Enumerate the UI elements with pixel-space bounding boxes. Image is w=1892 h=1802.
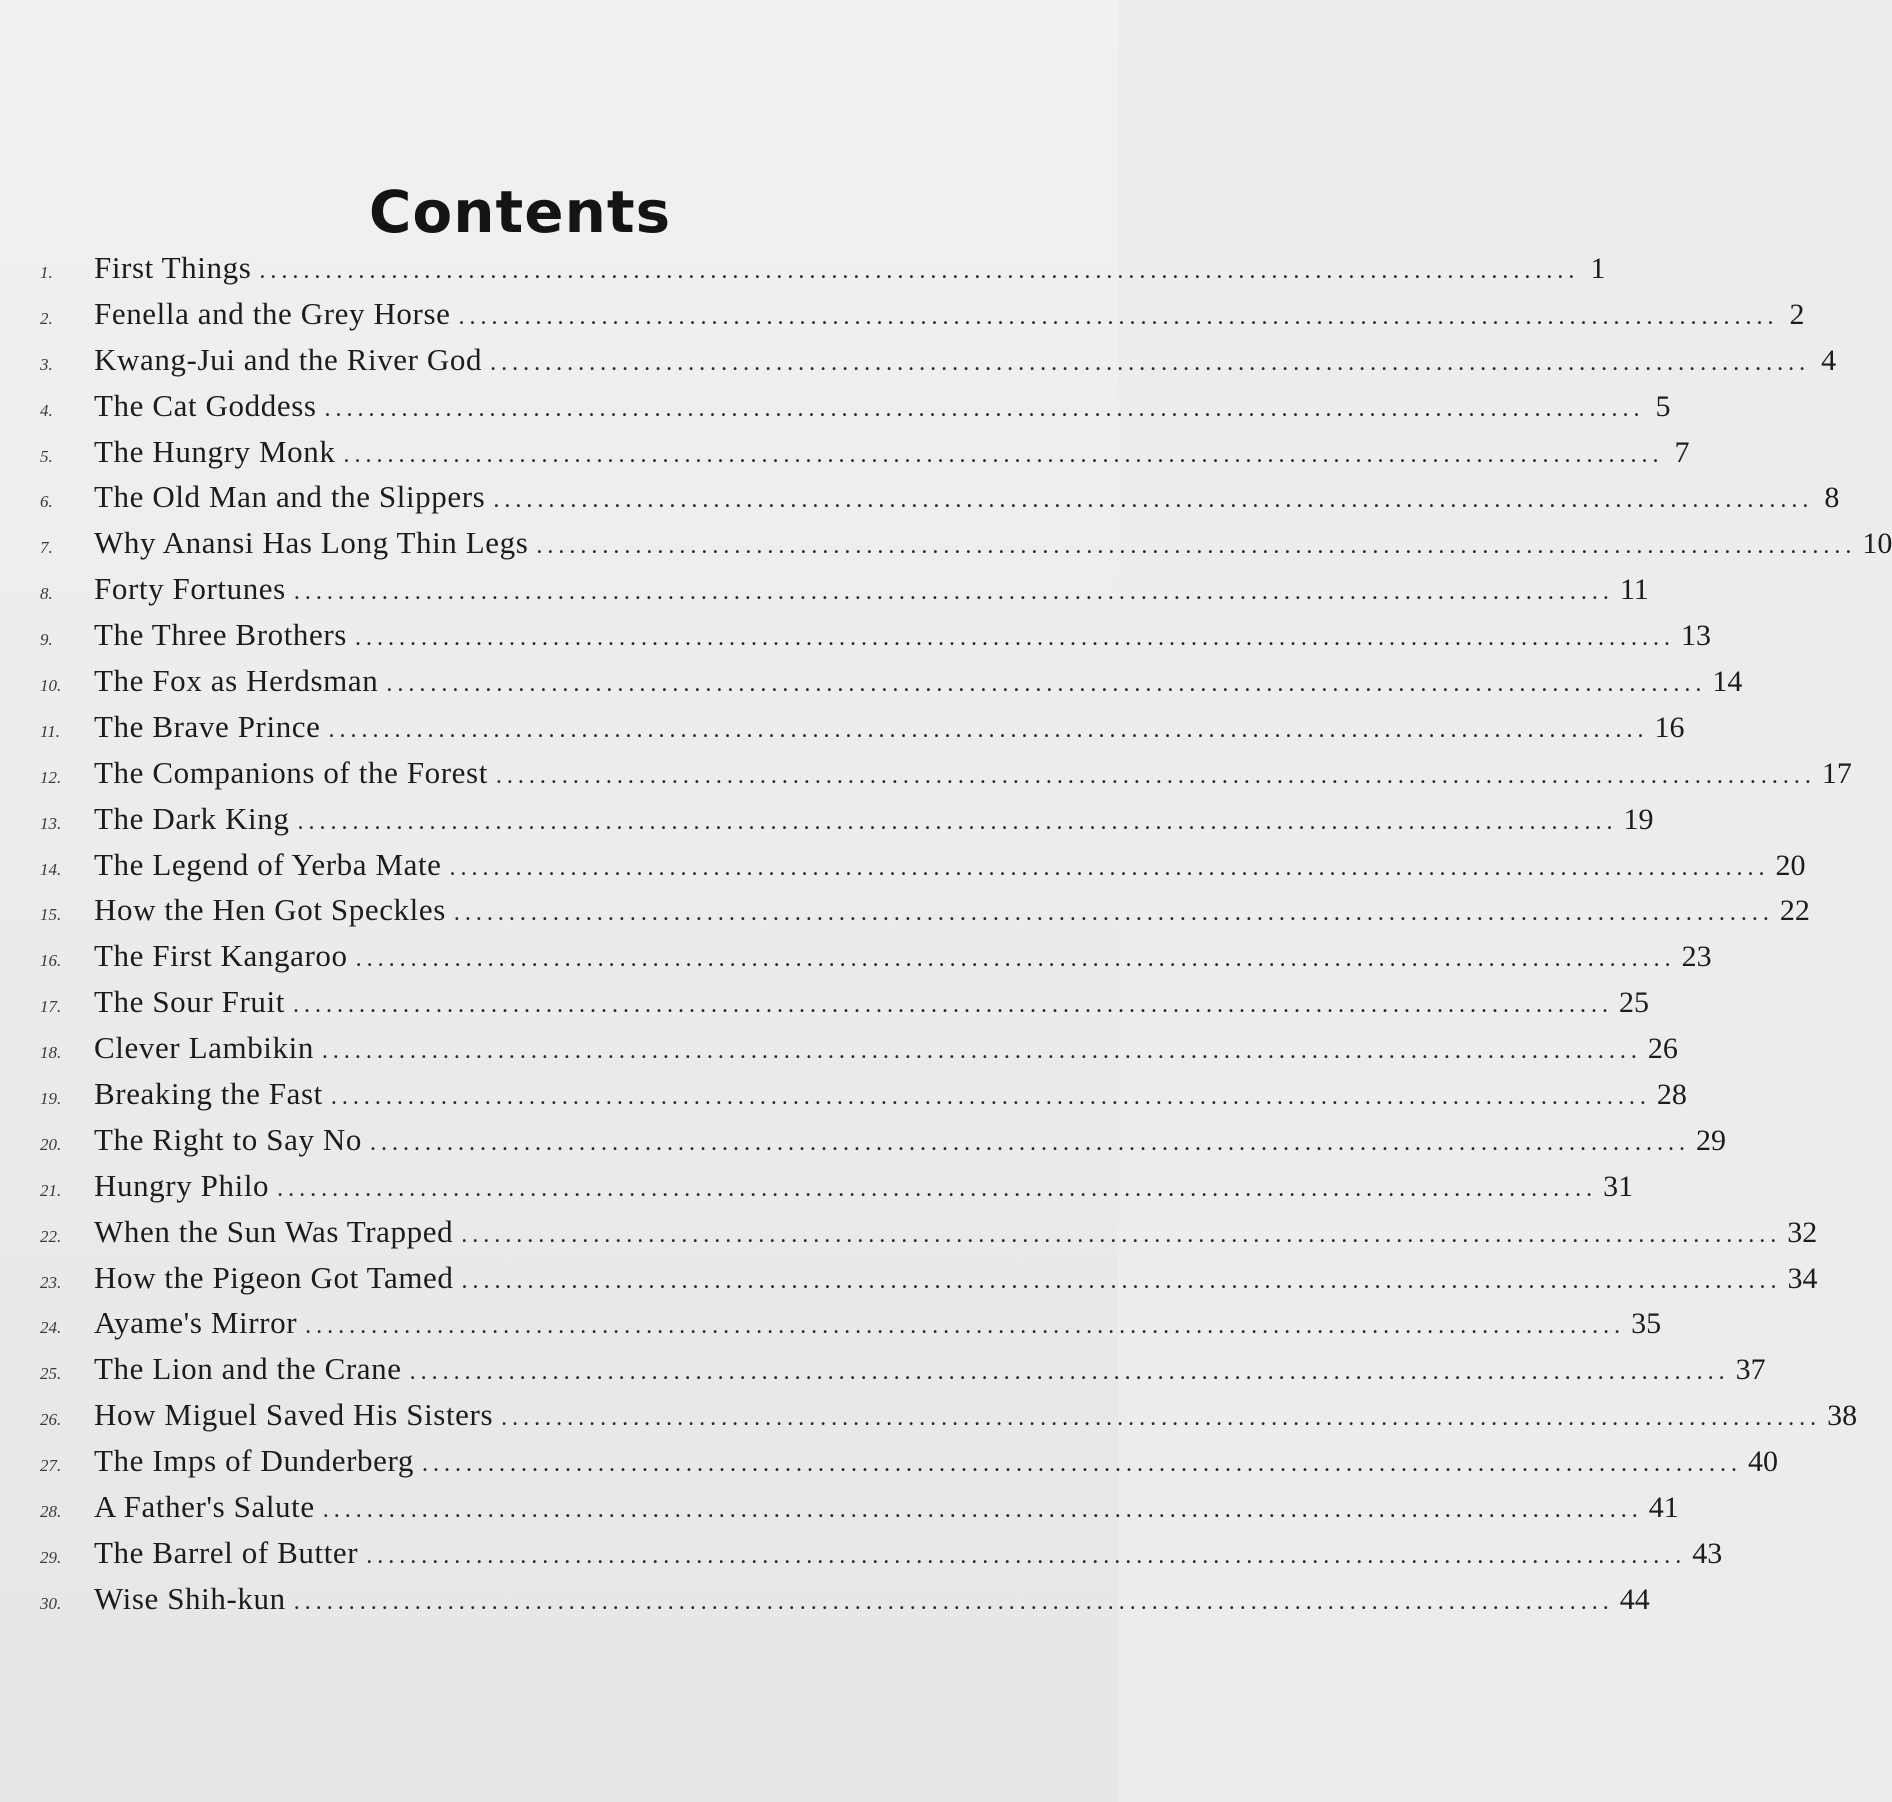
entry-page-number: 28 bbox=[1656, 1078, 1687, 1112]
entry-number: 4. bbox=[40, 400, 53, 420]
entry-page-number: 22 bbox=[1779, 894, 1810, 928]
dot-leader: ........................................................................................................................ bbox=[330, 1084, 1651, 1111]
entry-number: 23. bbox=[40, 1272, 62, 1292]
entry-number: 18. bbox=[40, 1043, 62, 1063]
entry-title: Why Anansi Has Long Thin Legs bbox=[94, 525, 529, 561]
entry-title: Clever Lambikin bbox=[94, 1030, 314, 1066]
dot-leader: ........................................................................................................................ bbox=[321, 1038, 1642, 1065]
dot-leader: ........................................................................................................................ bbox=[461, 1221, 1782, 1248]
entry-page-number: 23 bbox=[1681, 940, 1712, 974]
entry-number: 10. bbox=[40, 676, 62, 696]
entry-title: How the Pigeon Got Tamed bbox=[94, 1259, 454, 1295]
entry-page-number: 13 bbox=[1680, 619, 1711, 653]
entry-number: 1. bbox=[40, 263, 53, 282]
dot-leader: ........................................................................................................................ bbox=[461, 1267, 1782, 1294]
entry-number: 24. bbox=[40, 1318, 62, 1338]
entry-page-number: 8 bbox=[1824, 481, 1840, 515]
entry-title: A Father's Salute bbox=[94, 1489, 315, 1525]
dot-leader: ........................................................................................................................ bbox=[536, 533, 1857, 560]
entry-number: 25. bbox=[40, 1364, 62, 1384]
toc-entry bbox=[40, 1259, 1818, 1306]
entry-page-number: 34 bbox=[1787, 1261, 1818, 1295]
entry-number: 19. bbox=[40, 1089, 62, 1109]
dot-leader: ........................................................................................................................ bbox=[453, 900, 1774, 927]
dot-leader: ........................................................................................................................ bbox=[354, 625, 1675, 652]
entry-title: Forty Fortunes bbox=[94, 571, 286, 607]
toc-entry bbox=[40, 479, 1840, 525]
toc-entry bbox=[40, 800, 1654, 847]
entry-number: 29. bbox=[40, 1547, 62, 1567]
toc-entry bbox=[40, 1397, 1858, 1443]
entry-title: The Imps of Dunderberg bbox=[94, 1443, 414, 1479]
entry-title: The First Kangaroo bbox=[94, 938, 348, 974]
dot-leader: ........................................................................................................................ bbox=[495, 762, 1816, 789]
entry-page-number: 10 bbox=[1862, 527, 1892, 561]
entry-page-number: 38 bbox=[1827, 1399, 1858, 1433]
entry-page-number: 11 bbox=[1619, 573, 1649, 607]
entry-title: The Barrel of Butter bbox=[94, 1534, 359, 1570]
dot-leader: ........................................................................................................................ bbox=[293, 579, 1614, 606]
entry-title: Wise Shih-kun bbox=[94, 1580, 286, 1616]
entry-number: 16. bbox=[40, 951, 62, 971]
entry-page-number: 31 bbox=[1603, 1169, 1634, 1203]
entry-number: 21. bbox=[40, 1180, 62, 1200]
dot-leader: ........................................................................................................................ bbox=[458, 303, 1779, 330]
entry-number: 13. bbox=[40, 813, 62, 833]
toc-entry bbox=[40, 295, 1805, 342]
dot-leader: ........................................................................................................................ bbox=[355, 946, 1676, 973]
entry-number: 3. bbox=[40, 354, 53, 374]
entry-number: 9. bbox=[40, 630, 53, 650]
toc-entry bbox=[40, 1167, 1634, 1214]
entry-title: The Dark King bbox=[94, 800, 290, 836]
contents-heading: Contents bbox=[368, 178, 672, 246]
entry-title: The Legend of Yerba Mate bbox=[94, 846, 442, 882]
entry-title: The Right to Say No bbox=[94, 1121, 362, 1157]
toc-entry bbox=[40, 1351, 1766, 1397]
entry-title: Ayame's Mirror bbox=[94, 1305, 298, 1341]
toc-entry bbox=[40, 754, 1852, 801]
entry-page-number: 35 bbox=[1631, 1307, 1662, 1341]
entry-page-number: 29 bbox=[1696, 1123, 1726, 1157]
entry-number: 20. bbox=[40, 1134, 62, 1154]
entry-page-number: 2 bbox=[1789, 297, 1805, 331]
entry-number: 27. bbox=[40, 1456, 62, 1476]
dot-leader: ........................................................................................................................ bbox=[322, 1497, 1643, 1524]
dot-leader: ........................................................................................................................ bbox=[328, 716, 1649, 743]
entry-title: The Hungry Monk bbox=[94, 433, 336, 469]
dot-leader: ........................................................................................................................ bbox=[493, 487, 1814, 514]
entry-title: Hungry Philo bbox=[94, 1167, 270, 1203]
toc-entry bbox=[40, 1580, 1650, 1627]
entry-page-number: 7 bbox=[1674, 435, 1690, 469]
dot-leader: ........................................................................................................................ bbox=[324, 395, 1645, 422]
dot-leader: ........................................................................................................................ bbox=[409, 1359, 1730, 1386]
entry-title: How Miguel Saved His Sisters bbox=[94, 1397, 494, 1433]
entry-title: Fenella and the Grey Horse bbox=[94, 295, 451, 331]
entry-title: Breaking the Fast bbox=[94, 1076, 323, 1112]
dot-leader: ........................................................................................................................ bbox=[449, 854, 1770, 881]
entry-number: 15. bbox=[40, 905, 62, 925]
entry-title: The Cat Goddess bbox=[94, 387, 317, 423]
entry-page-number: 17 bbox=[1821, 756, 1852, 790]
entry-page-number: 37 bbox=[1735, 1353, 1766, 1387]
entry-number: 8. bbox=[40, 584, 53, 604]
toc-entry bbox=[40, 892, 1810, 938]
dot-leader: ........................................................................................................................ bbox=[366, 1542, 1687, 1569]
entry-title: First Things bbox=[94, 250, 252, 285]
dot-leader: ........................................................................................................................ bbox=[277, 1175, 1598, 1202]
toc-entry bbox=[40, 846, 1806, 893]
toc-entry bbox=[40, 708, 1685, 755]
dot-leader: ........................................................................................................................ bbox=[293, 1588, 1614, 1615]
toc-entry bbox=[40, 1305, 1662, 1351]
entry-title: The Three Brothers bbox=[94, 617, 347, 653]
dot-leader: ........................................................................................................................ bbox=[292, 992, 1613, 1019]
toc-entry bbox=[40, 1030, 1678, 1076]
toc-entry bbox=[40, 1121, 1726, 1168]
entry-title: The Companions of the Forest bbox=[94, 754, 488, 790]
entry-number: 22. bbox=[40, 1226, 62, 1246]
entry-number: 17. bbox=[40, 997, 62, 1017]
toc-entry bbox=[40, 1213, 1818, 1260]
entry-number: 11. bbox=[40, 721, 60, 741]
entry-page-number: 32 bbox=[1787, 1215, 1818, 1249]
dot-leader: ........................................................................................................................ bbox=[305, 1313, 1626, 1340]
entry-number: 5. bbox=[40, 446, 53, 466]
entry-page-number: 43 bbox=[1692, 1536, 1723, 1570]
entry-title: The Old Man and the Slippers bbox=[94, 479, 486, 515]
entry-number: 6. bbox=[40, 492, 53, 512]
toc-entry bbox=[40, 433, 1690, 480]
toc-entry bbox=[40, 1076, 1687, 1122]
entry-number: 2. bbox=[40, 308, 53, 328]
toc-entry bbox=[40, 387, 1671, 434]
toc-entry bbox=[40, 525, 1892, 571]
entry-title: The Lion and the Crane bbox=[94, 1351, 402, 1387]
entry-page-number: 44 bbox=[1619, 1582, 1650, 1616]
toc-entry bbox=[40, 1534, 1723, 1581]
entry-page-number: 25 bbox=[1618, 986, 1649, 1020]
entry-page-number: 4 bbox=[1821, 343, 1837, 377]
entry-title: Kwang-Jui and the River God bbox=[94, 341, 483, 377]
dot-leader: ........................................................................................................................ bbox=[501, 1405, 1822, 1432]
entry-page-number: 14 bbox=[1712, 665, 1743, 699]
entry-number: 26. bbox=[40, 1410, 62, 1430]
entry-page-number: 26 bbox=[1647, 1032, 1678, 1066]
toc-entry bbox=[40, 341, 1837, 388]
entry-page-number: 16 bbox=[1654, 710, 1685, 744]
entry-title: When the Sun Was Trapped bbox=[94, 1213, 454, 1249]
entry-number: 28. bbox=[40, 1502, 62, 1522]
dot-leader: ........................................................................................................................ bbox=[259, 258, 1580, 284]
entry-number: 30. bbox=[40, 1593, 62, 1613]
toc-entry bbox=[40, 250, 1606, 296]
entry-title: The Fox as Herdsman bbox=[94, 663, 379, 699]
entry-number: 14. bbox=[40, 859, 62, 879]
entry-page-number: 40 bbox=[1747, 1445, 1778, 1479]
dot-leader: ........................................................................................................................ bbox=[421, 1451, 1742, 1478]
entry-page-number: 41 bbox=[1648, 1491, 1679, 1525]
toc-entry bbox=[40, 1489, 1679, 1535]
toc-entry bbox=[40, 617, 1711, 663]
toc-entry bbox=[40, 663, 1743, 709]
entry-number: 7. bbox=[40, 538, 53, 558]
dot-leader: ........................................................................................................................ bbox=[343, 441, 1664, 468]
entry-title: The Sour Fruit bbox=[94, 984, 285, 1020]
dot-leader: ........................................................................................................................ bbox=[386, 671, 1707, 698]
dot-leader: ........................................................................................................................ bbox=[297, 808, 1618, 835]
entry-page-number: 1 bbox=[1590, 252, 1606, 285]
toc-entry bbox=[40, 938, 1712, 984]
toc-entry bbox=[40, 571, 1649, 617]
entry-title: How the Hen Got Speckles bbox=[94, 892, 446, 928]
dot-leader: ........................................................................................................................ bbox=[370, 1129, 1690, 1156]
toc-entry bbox=[40, 984, 1649, 1030]
toc-entry bbox=[40, 1443, 1778, 1489]
entry-title: The Brave Prince bbox=[94, 708, 321, 744]
entry-page-number: 5 bbox=[1655, 389, 1671, 423]
dot-leader: ........................................................................................................................ bbox=[490, 349, 1811, 376]
entry-page-number: 19 bbox=[1623, 802, 1654, 836]
entry-number: 12. bbox=[40, 767, 62, 787]
entry-page-number: 20 bbox=[1775, 848, 1806, 882]
table-of-contents bbox=[40, 250, 1892, 1627]
